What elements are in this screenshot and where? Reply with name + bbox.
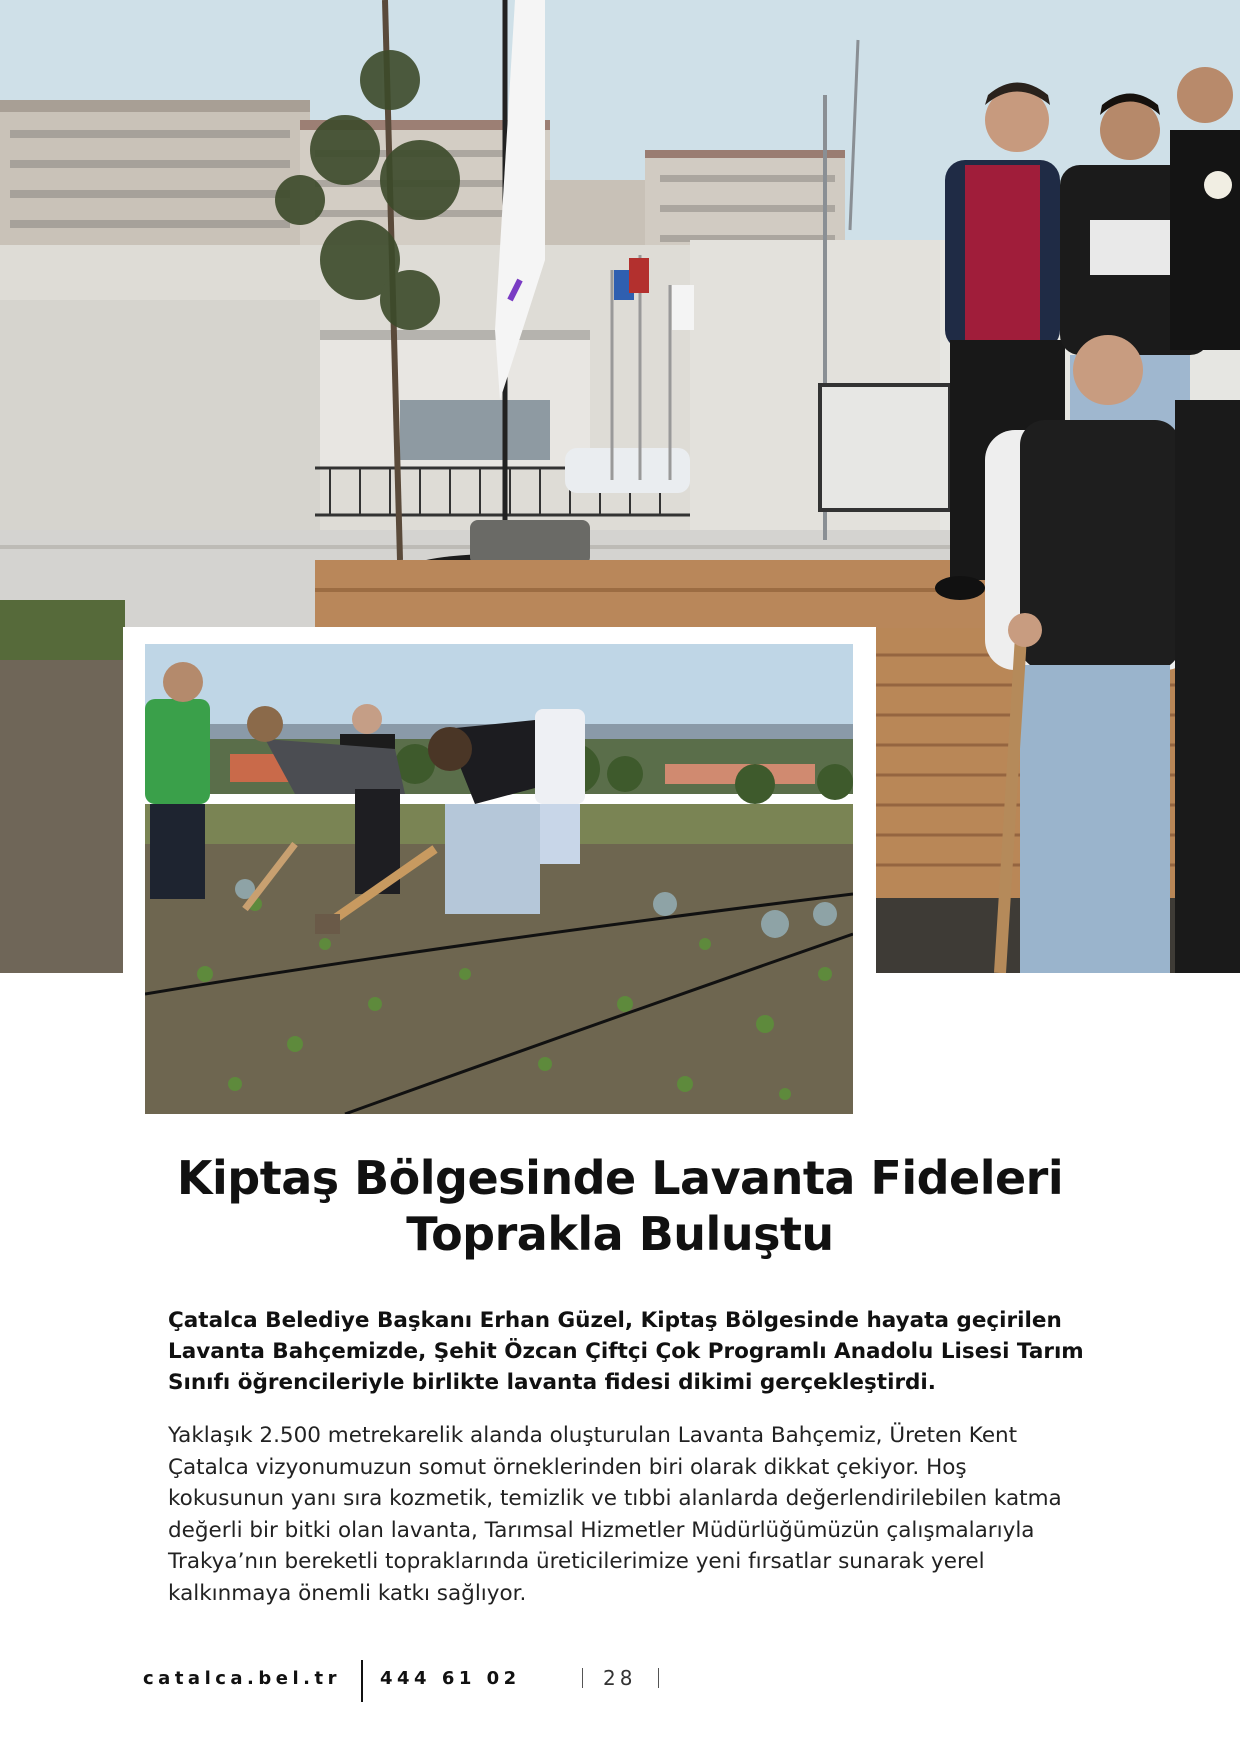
inset-photo-illustration: [145, 644, 853, 1114]
footer-phone-number[interactable]: 444 61 02: [380, 1668, 521, 1689]
inset-photo: [145, 644, 853, 1114]
page-footer: [0, 1660, 1240, 1710]
article-body-paragraph: Yaklaşık 2.500 metrekarelik alanda oluşturulan Lavanta Bahçemiz, Üreten Kent Çatalca vizyonumuzun somut örneklerinden biri olarak dikkat çekiyor. Hoş kokusunun yanı sıra kozmetik, temizlik ve tıbbi alanlarda değerlendirilebilen katma değerli bir bitki olan lavanta, Tarımsal Hizmetler Müdürlüğümüzün çalışmalarıyla Trakya’nın bereketli topraklarında üreticilerimize yeni fırsatlar sunarak yerel kalkınmaya önemli katkı sağlıyor.: [168, 1423, 1062, 1606]
footer-website-link[interactable]: catalca.bel.tr: [143, 1668, 341, 1689]
article-headline: [120, 1150, 1120, 1262]
page-number-left-bar: [582, 1668, 583, 1688]
footer-divider: [361, 1660, 363, 1702]
page-number: 28: [603, 1666, 637, 1690]
headline-line-1: Kiptaş Bölgesinde Lavanta Fideleri: [176, 1151, 1064, 1205]
headline-line-2: Toprakla Buluştu: [406, 1207, 834, 1261]
article-lead-paragraph: Çatalca Belediye Başkanı Erhan Güzel, Kiptaş Bölgesinde hayata geçirilen Lavanta Bahçemizde, Şehit Özcan Çiftçi Çok Programlı Anadolu Lisesi Tarım Sınıfı öğrencileriyle birlikte lavanta fidesi dikimi gerçekleştirdi.: [168, 1308, 1084, 1395]
page-number-right-bar: [658, 1668, 659, 1688]
